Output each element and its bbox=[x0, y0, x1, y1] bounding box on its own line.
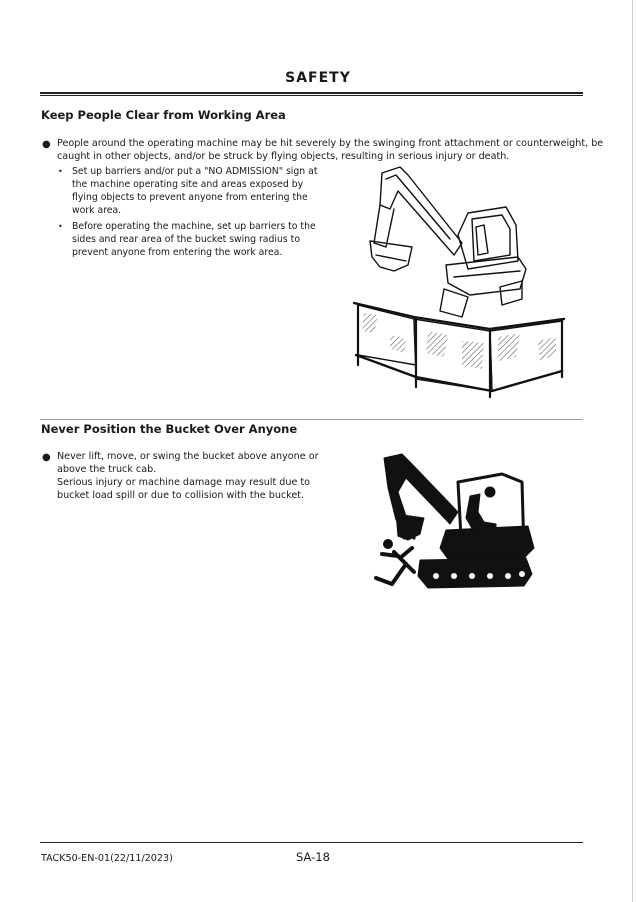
document-code: TACK50-EN-01(22/11/2023) bbox=[41, 853, 173, 864]
section-title-bucket: Never Position the Bucket Over Anyone bbox=[41, 422, 298, 436]
subbullet-line: prevent anyone from entering the work area. bbox=[72, 247, 283, 258]
bullet-line: People around the operating machine may be hit severely by the swinging front attachment or counterweight, be bbox=[57, 138, 604, 149]
excavator-barrier-illustration bbox=[350, 165, 570, 400]
section-divider bbox=[40, 419, 583, 420]
page-edge bbox=[632, 0, 633, 902]
bullet-dot: ● bbox=[42, 139, 51, 150]
bullet-line: caught in other objects, and/or be struck by flying objects, resulting in serious injury or death. bbox=[57, 151, 510, 162]
subbullet-dot: • bbox=[58, 167, 63, 176]
footer-rule bbox=[40, 842, 583, 843]
subbullet-line: Set up barriers and/or put a "NO ADMISSION" sign at bbox=[72, 166, 318, 177]
bullet-dot: ● bbox=[42, 452, 51, 463]
header-rule-thin bbox=[40, 95, 583, 96]
bullet-line: above the truck cab. bbox=[57, 464, 157, 475]
page-number: SA-18 bbox=[296, 850, 330, 864]
subbullet-line: work area. bbox=[72, 205, 122, 216]
subbullet-line: Before operating the machine, set up barriers to the bbox=[72, 221, 316, 232]
subbullet-line: the machine operating site and areas exposed by bbox=[72, 179, 304, 190]
section-title-keep-clear: Keep People Clear from Working Area bbox=[41, 108, 286, 122]
bullet-line: bucket load spill or due to collision with the bucket. bbox=[57, 490, 305, 501]
bullet-line: Serious injury or machine damage may result due to bbox=[57, 477, 311, 488]
page-title: SAFETY bbox=[285, 70, 351, 86]
subbullet-line: sides and rear area of the bucket swing radius to bbox=[72, 234, 301, 245]
bullet-line: Never lift, move, or swing the bucket above anyone or bbox=[57, 451, 319, 462]
subbullet-line: flying objects to prevent anyone from entering the bbox=[72, 192, 308, 203]
bucket-over-person-illustration bbox=[362, 452, 557, 597]
subbullet-dot: • bbox=[58, 222, 63, 231]
header-rule bbox=[40, 92, 583, 94]
